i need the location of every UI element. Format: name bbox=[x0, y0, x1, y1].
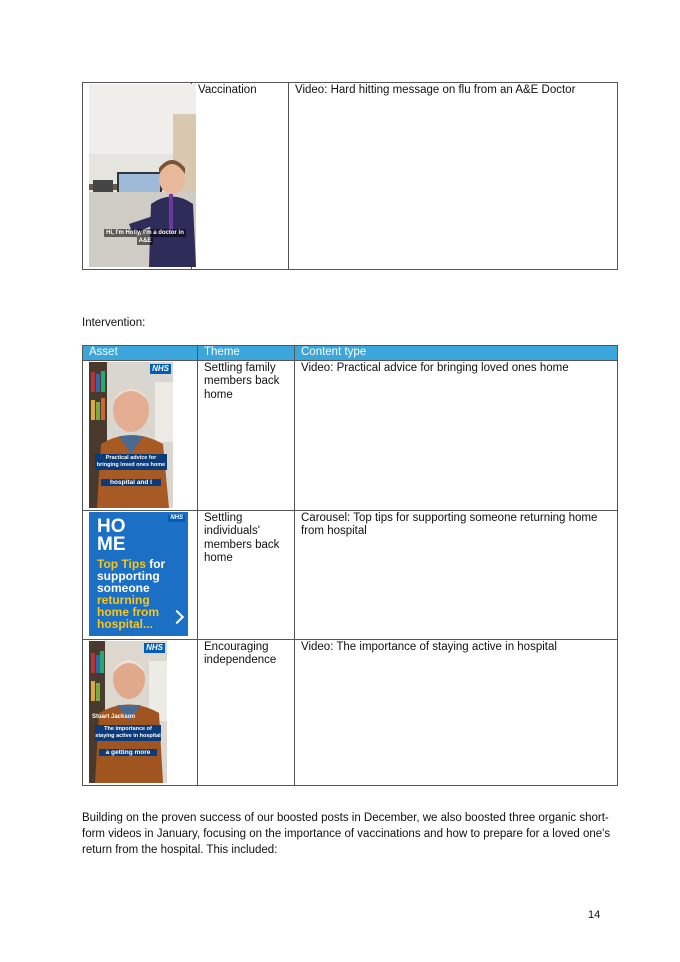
doctor-caption bbox=[95, 229, 195, 245]
caption-sub: a getting more bbox=[99, 749, 157, 756]
logo-line: HO bbox=[97, 515, 126, 537]
asset-cell bbox=[83, 83, 192, 270]
caption-line: A&E bbox=[138, 238, 152, 244]
content-type-cell: Video: Hard hitting message on flu from an A&E Doctor bbox=[289, 83, 618, 270]
theme-cell: Settling individuals' members back home bbox=[198, 510, 295, 639]
top-tips-carousel-thumbnail[interactable] bbox=[89, 512, 188, 636]
page-number: 14 bbox=[588, 909, 601, 921]
vaccination-table bbox=[82, 82, 618, 270]
theme-cell: Encouraging independence bbox=[198, 639, 295, 785]
asset-cell bbox=[83, 639, 198, 785]
asset-cell bbox=[83, 510, 198, 639]
tips-highlight: Top Tips bbox=[97, 556, 146, 571]
table-row bbox=[83, 639, 618, 785]
content-type-cell: Video: Practical advice for bringing loved ones home bbox=[295, 360, 618, 510]
caption-sub: hospital and I bbox=[101, 479, 161, 486]
intervention-label: Intervention: bbox=[82, 317, 146, 329]
header-asset: Asset bbox=[83, 346, 198, 361]
body-paragraph: Building on the proven success of our boosted posts in December, we also boosted three organic short-form videos in January, focusing on the importance of vaccinations and how to prepare for a loved one's return from the hospital. This included: bbox=[82, 812, 611, 856]
practical-advice-video-thumbnail[interactable] bbox=[89, 362, 173, 508]
tips-text bbox=[97, 558, 179, 630]
nhs-badge: NHS bbox=[170, 514, 183, 521]
name-tag: Stuart Jackson bbox=[92, 713, 136, 720]
content-type-cell: Video: The importance of staying active in hospital bbox=[295, 639, 618, 785]
header-content-type: Content type bbox=[295, 346, 618, 361]
caption-box: The importance of staying active in hospital bbox=[95, 725, 161, 739]
table-row bbox=[83, 360, 618, 510]
doctor-video-thumbnail[interactable] bbox=[89, 84, 196, 267]
intervention-table bbox=[82, 345, 618, 786]
table-row bbox=[83, 510, 618, 639]
home-logo bbox=[97, 515, 126, 555]
nhs-badge: NHS bbox=[146, 642, 163, 652]
caption-line: Hi, I'm Holly, I'm a doctor in bbox=[106, 230, 184, 236]
theme-cell: Settling family members back home bbox=[198, 360, 295, 510]
asset-cell bbox=[83, 360, 198, 510]
header-theme: Theme bbox=[198, 346, 295, 361]
presenter-image bbox=[89, 362, 173, 508]
caption-box: Practical advice for bringing loved ones home bbox=[96, 454, 166, 468]
logo-line: ME bbox=[97, 533, 126, 555]
tips-white: for supporting someone bbox=[97, 556, 166, 595]
tips-yellow: returning home from hospital... bbox=[97, 592, 160, 631]
table-row bbox=[83, 83, 618, 270]
presenter-image bbox=[89, 641, 167, 783]
table-header-row bbox=[83, 346, 618, 361]
staying-active-video-thumbnail[interactable] bbox=[89, 641, 167, 783]
content-type-cell: Carousel: Top tips for supporting someone returning home from hospital bbox=[295, 510, 618, 639]
theme-cell: Vaccination bbox=[192, 83, 289, 270]
nhs-badge: NHS bbox=[152, 363, 169, 373]
